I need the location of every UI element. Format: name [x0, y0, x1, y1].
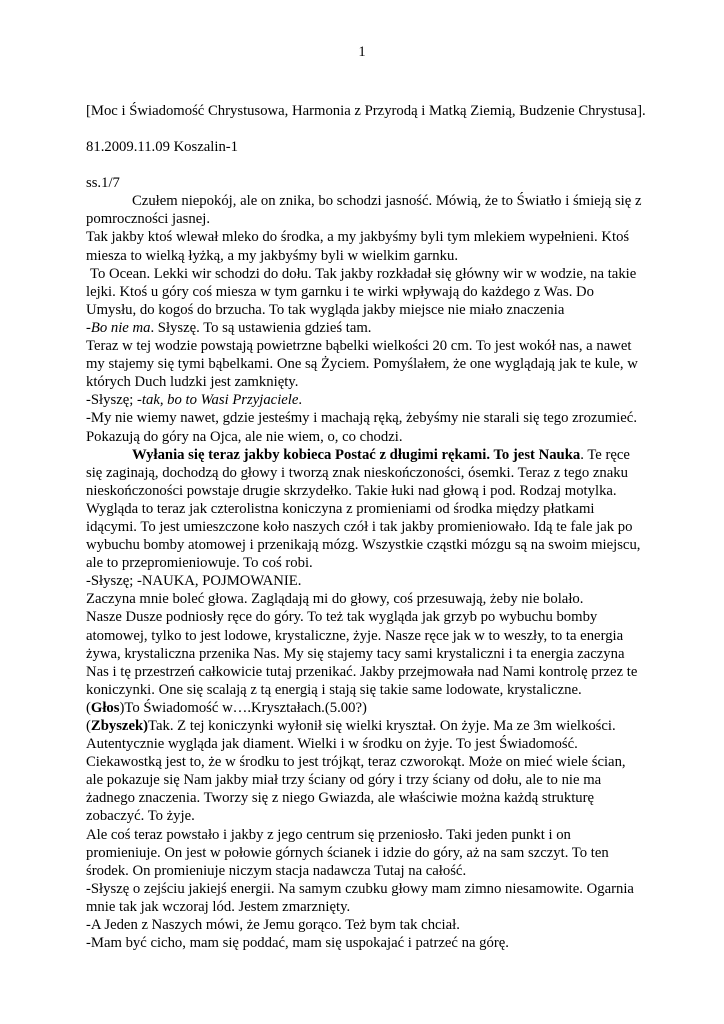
document-body: [86, 102, 646, 952]
paragraph-14: Ale coś teraz powstało i jakby z jego centrum się przeniosło. Taki jeden punkt i on promieniuje. On jest w połowie górnych ścianek i idzie do góry, aż na sam szczyt. To ten środek. On promieniuje niczym stacja nadawcza Tutaj na całość.: [86, 826, 609, 879]
paragraph-8: [86, 446, 646, 573]
document-title: [Moc i Świadomość Chrystusowa, Harmonia z Przyrodą i Matką Ziemią, Budzenie Chrystusa].: [86, 103, 646, 119]
quote-italic: -Bo nie ma: [86, 319, 151, 336]
paragraph-16: -A Jeden z Naszych mówi, że Jemu gorąco. Też bym tak chciał.: [86, 917, 460, 934]
paragraph-11: Nasze Dusze podniosły ręce do góry. To też tak wygląda jak grzyb po wybuchu bomby atomowej, tylko to jest lodowe, krystaliczne, żyje. Nasze ręce jak w to weszły, to ta energia żywa, krystaliczna przenika Nas. My się stajemy tacy sami krystaliczni i ta energia zaczyna Nas i tę przestrzeń całkowicie tutaj przenikać. Jakby przejmowała nad Nami kontrolę przez te koniczynki. One się scalają z tą energią i stają się takie same lodowate, krystaliczne.: [86, 609, 638, 698]
paragraph-9: -Słyszę; -NAUKA, POJMOWANIE.: [86, 573, 302, 590]
session-id: 81.2009.11.09 Koszalin-1: [86, 139, 239, 156]
paragraph-3: To Ocean. Lekki wir schodzi do dołu. Tak jakby rozkładał się główny wir w wodzie, na takie lejki. Ktoś u góry coś miesza w tym garnku i te wirki wpływają do każdego z Was. Do Umysłu, do kogoś do brzucha. To tak wygląda jakby miejsce nie miało znaczenia: [86, 265, 637, 318]
page-range: ss.1/7: [86, 175, 120, 192]
bold-phrase: Wyłania się teraz jakby kobieca Postać z długimi rękami. To jest Nauka: [132, 446, 581, 463]
paragraph-2: Tak jakby ktoś wlewał mleko do środka, a my jakbyśmy byli tym mlekiem wypełnieni. Ktoś miesza to wielką łyżką, a my jakbyśmy byli w wielkim garnku.: [86, 229, 630, 264]
speaker-label: Zbyszek): [90, 718, 149, 734]
paragraph-13-text: Tak. Z tej koniczynki wyłonił się wielki kryształ. On żyje. Ma ze 3m wielkości. Autentycznie wygląda jak diament. Wielki i w środku on żyje. To jest Świadomość. Ciekawostką jest to, że w środku to jest trójkąt, teraz czworokąt. Może on mieć wiele ścian, ale pokazuje się Nam jakby miał trzy ściany od góry i trzy ściany od dołu, ale to nie ma żadnego znaczenia. Tworzy się z niego Gwiazda, ale właściwie można każdą strukturę zobaczyć. To żyje.: [86, 718, 626, 825]
paragraph-13: [86, 717, 646, 826]
paragraph-15: -Słyszę o zejściu jakiejś energii. Na samym czubku głowy mam zimno niesamowite. Ogarnia mnie tak jak wczoraj lód. Jestem zmarznięty.: [86, 880, 634, 915]
paren-open: (: [86, 718, 91, 734]
paragraph-17: -Mam być cicho, mam się poddać, mam się uspokajać i patrzeć na górę.: [86, 935, 509, 952]
paragraph-5: Teraz w tej wodzie powstają powietrzne bąbelki wielkości 20 cm. To jest wokół nas, a nawet my stajemy się tymi bąbelkami. One są Życiem. Pomyślałem, że one wyglądają jak te kule, w których Duch ludzki jest zamknięty.: [86, 338, 638, 391]
page-number: 1: [358, 44, 366, 60]
paragraph-7: -My nie wiemy nawet, gdzie jesteśmy i machają ręką, żebyśmy nie starali się tego zrozumieć. Pokazują do góry na Ojca, ale nie wiem, o, co chodzi.: [86, 410, 637, 445]
paragraph-6: [86, 391, 646, 409]
paren-open: (: [86, 699, 91, 716]
paragraph-10: Zaczyna mnie boleć głowa. Zaglądają mi do głowy, coś przesuwają, żeby nie bolało.: [86, 591, 584, 608]
paragraph-1: Czułem niepokój, ale on znika, bo schodzi jasność. Mówią, że to Światło i śmieją się z pomroczności jasnej.: [86, 193, 642, 228]
paragraph-6-suffix: .: [298, 392, 303, 409]
paragraph-6-prefix: -Słyszę;: [86, 392, 137, 409]
paragraph-4: [86, 319, 646, 337]
speaker-label: Głos: [90, 699, 120, 716]
paragraph-12: [86, 699, 646, 717]
paragraph-8-text: . Te ręce się zaginają, dochodzą do głowy i tworzą znak nieskończoności, ósemki. Teraz z tego znaku nieskończoności powstaje drugie skrzydełko. Takie łuki nad głową i pod. Rodzaj motylka. Wygląda to teraz jak czterolistna koniczyna z promieniami od środka między płatkami idącymi. To jest umieszczone koło naszych czół i tak jakby promieniowało. Idą te fale jak po wybuchu bomby atomowej i przenikają mózg. Wszystkie cząstki mózgu są na swoim miejscu, ale to przepromieniowuje. To coś robi.: [86, 446, 641, 572]
paragraph-4-text: . Słyszę. To są ustawienia gdzieś tam.: [150, 319, 372, 336]
quote-italic: -tak, bo to Wasi Przyjaciele: [137, 392, 299, 409]
paragraph-12-text: )To Świadomość w….Kryształach.(5.00?): [119, 699, 367, 716]
